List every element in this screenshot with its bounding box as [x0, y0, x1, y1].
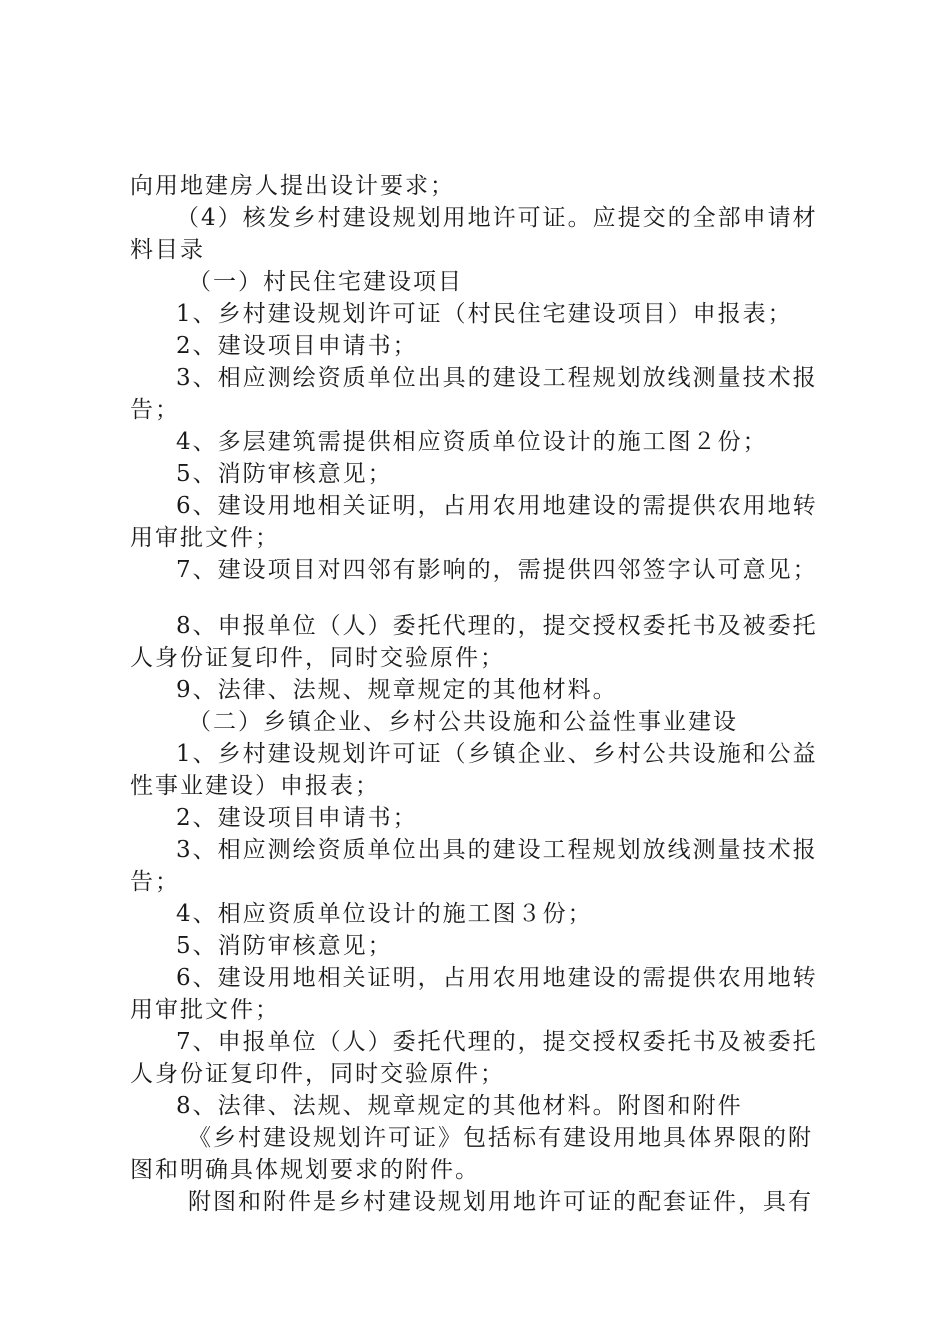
section-heading-1: （一）村民住宅建设项目	[188, 269, 463, 295]
list-item: 6、建设用地相关证明，占用农用地建设的需提供农用地转用审批文件；	[130, 493, 818, 551]
list-item: 7、建设项目对四邻有影响的，需提供四邻签字认可意见；	[176, 557, 818, 583]
paragraph-item-4: （4）核发乡村建设规划用地许可证。应提交的全部申请材料目录	[130, 205, 818, 263]
paragraph: 《乡村建设规划许可证》包括标有建设用地具体界限的附图和明确具体规划要求的附件。	[130, 1125, 813, 1183]
document-body	[130, 170, 830, 1218]
list-item: 8、申报单位（人）委托代理的，提交授权委托书及被委托人身份证复印件，同时交验原件；	[130, 613, 818, 671]
list-item: 7、申报单位（人）委托代理的，提交授权委托书及被委托人身份证复印件，同时交验原件；	[130, 1029, 818, 1087]
list-item: 3、相应测绘资质单位出具的建设工程规划放线测量技术报告；	[130, 365, 818, 423]
list-item: 2、建设项目申请书；	[176, 333, 418, 359]
list-item: 5、消防审核意见；	[176, 461, 393, 487]
list-item: 9、法律、法规、规章规定的其他材料。	[176, 677, 618, 703]
list-item: 3、相应测绘资质单位出具的建设工程规划放线测量技术报告；	[130, 837, 818, 895]
list-item: 2、建设项目申请书；	[176, 805, 418, 831]
blank-line	[130, 586, 830, 610]
list-item: 8、法律、法规、规章规定的其他材料。附图和附件	[176, 1093, 743, 1119]
list-item: 5、消防审核意见；	[176, 933, 393, 959]
list-item: 1、乡村建设规划许可证（村民住宅建设项目）申报表；	[176, 301, 793, 327]
list-item: 4、多层建筑需提供相应资质单位设计的施工图２份；	[176, 429, 768, 455]
list-item: 4、相应资质单位设计的施工图３份；	[176, 901, 593, 927]
paragraph: 附图和附件是乡村建设规划用地许可证的配套证件，具有	[188, 1189, 813, 1215]
paragraph-continuation: 向用地建房人提出设计要求；	[130, 173, 455, 199]
list-item: 1、乡村建设规划许可证（乡镇企业、乡村公共设施和公益性事业建设）申报表；	[130, 741, 818, 799]
list-item: 6、建设用地相关证明，占用农用地建设的需提供农用地转用审批文件；	[130, 965, 818, 1023]
section-heading-2: （二）乡镇企业、乡村公共设施和公益性事业建设	[188, 709, 738, 735]
